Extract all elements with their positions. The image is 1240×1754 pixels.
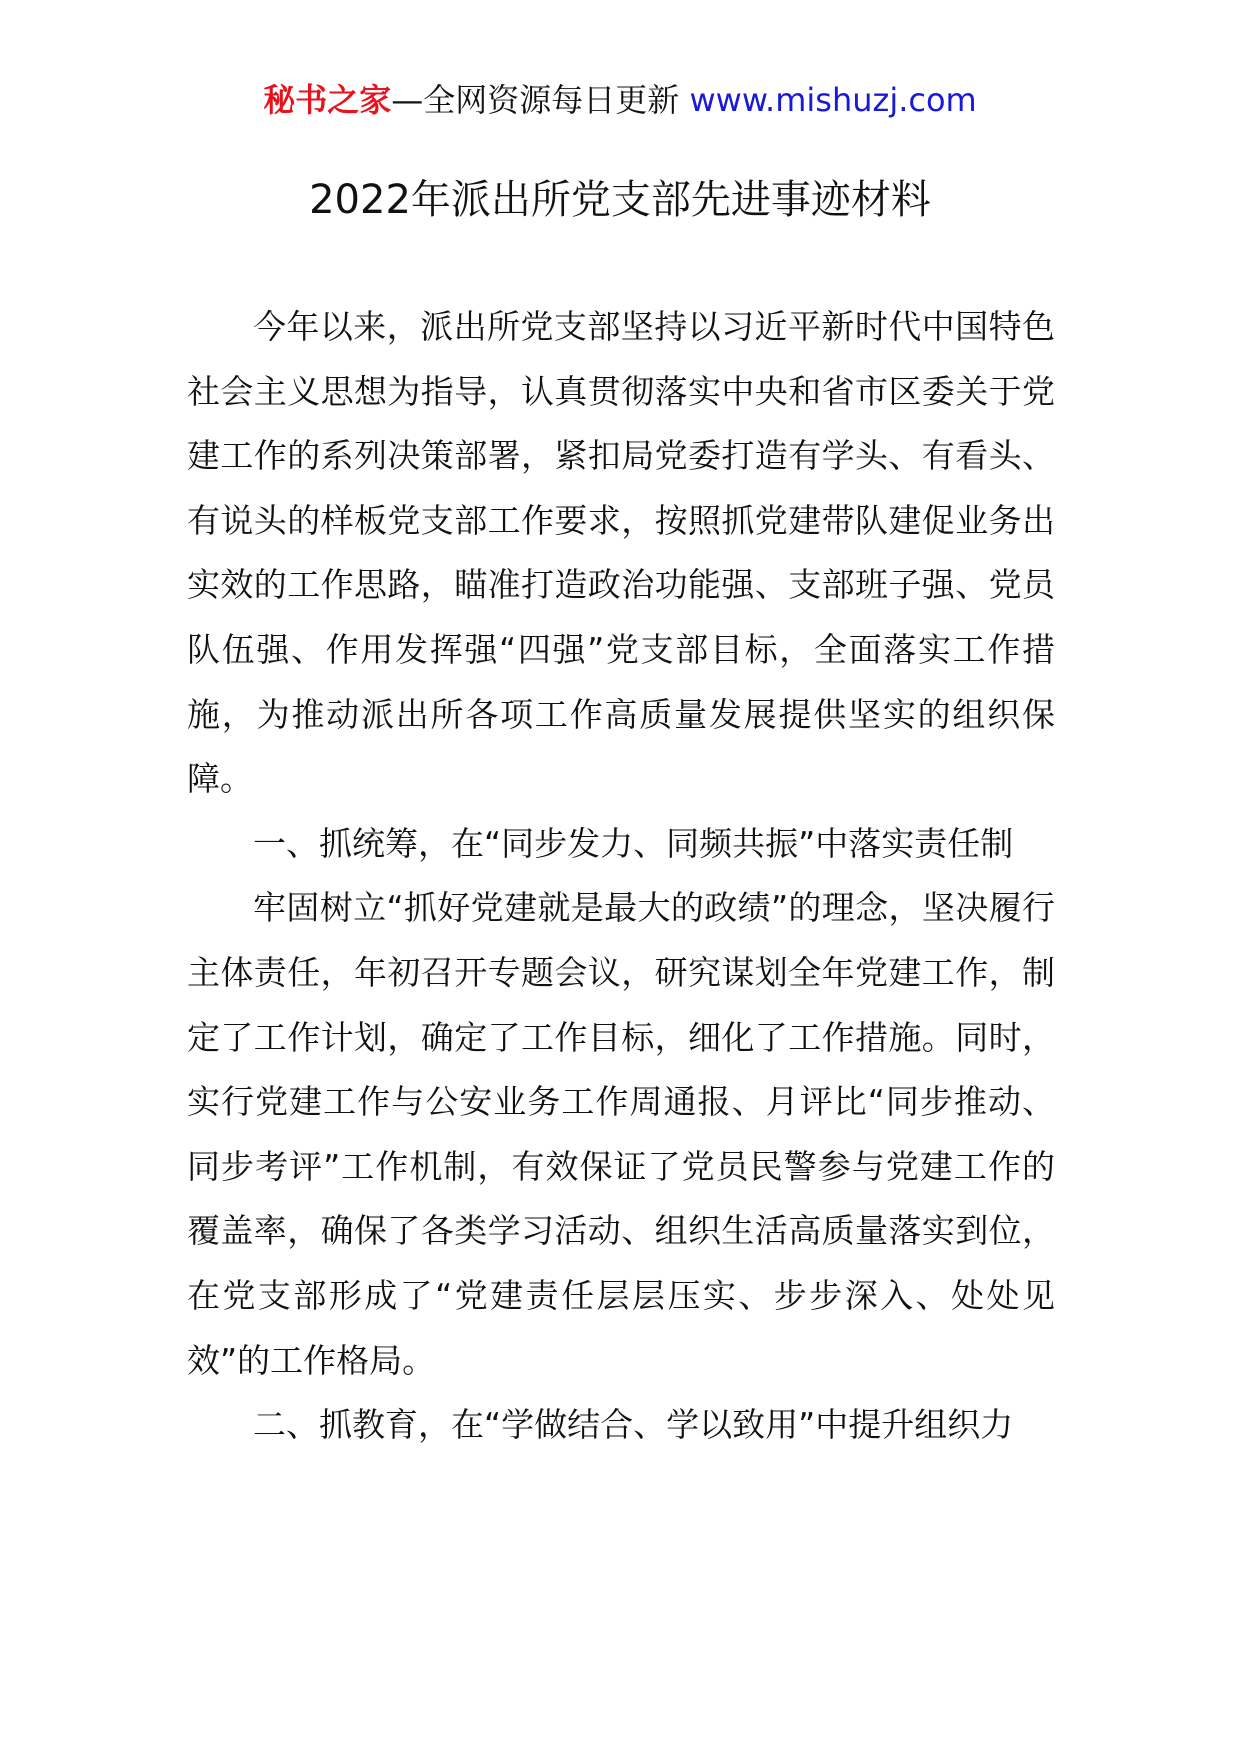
document-body [187,295,1055,1458]
section-heading-1: 一、抓统筹，在“同步发力、同频共振”中落实责任制 [253,823,1014,863]
site-tagline: —全网资源每日更新 [391,81,690,119]
site-brand: 秘书之家 [263,81,392,119]
body-paragraph-intro: 今年以来，派出所党支部坚持以习近平新时代中国特色社会主义思想为指导，认真贯彻落实中央和省市区委关于党建工作的系列决策部署，紧扣局党委打造有学头、有看头、有说头的样板党支部工作要求，按照抓党建带队建促业务出实效的工作思路，瞄准打造政治功能强、支部班子强、党员队伍强、作用发挥强“四强”党支部目标，全面落实工作措施，为推动派出所各项工作高质量发展提供坚实的组织保障。 [187,307,1055,799]
section-heading-2: 二、抓教育，在“学做结合、学以致用”中提升组织力 [253,1405,1014,1445]
site-header [0,78,1240,122]
body-paragraph-section-1: 牢固树立“抓好党建就是最大的政绩”的理念，坚决履行主体责任，年初召开专题会议，研究谋划全年党建工作，制定了工作计划，确定了工作目标，细化了工作措施。同时，实行党建工作与公安业务工作周通报、月评比“同步推动、同步考评”工作机制，有效保证了党员民警参与党建工作的覆盖率，确保了各类学习活动、组织生活高质量落实到位，在党支部形成了“党建责任层层压实、步步深入、处处见效”的工作格局。 [187,888,1055,1380]
document-title: 2022年派出所党支部先进事迹材料 [309,177,931,223]
site-url-link[interactable]: www.mishuzj.com [689,81,977,119]
